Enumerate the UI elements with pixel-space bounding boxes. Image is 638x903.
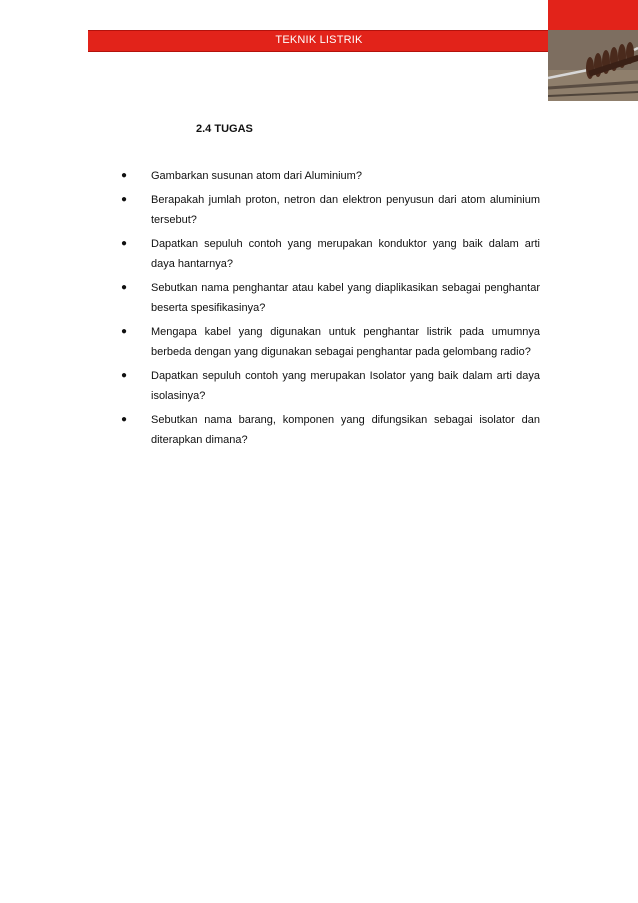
task-text: Dapatkan sepuluh contoh yang merupakan Isolator yang baik dalam arti daya isolasinya? bbox=[151, 369, 540, 402]
bullet-icon: ● bbox=[121, 193, 128, 205]
section-heading: 2.4 TUGAS bbox=[196, 123, 253, 135]
insulator-photo bbox=[548, 30, 638, 101]
bullet-icon: ● bbox=[121, 281, 128, 293]
task-item bbox=[112, 190, 540, 231]
bullet-icon: ● bbox=[121, 237, 128, 249]
bullet-icon: ● bbox=[121, 369, 128, 381]
task-item bbox=[112, 366, 540, 407]
task-list bbox=[112, 166, 540, 454]
task-text: Berapakah jumlah proton, netron dan elektron penyusun dari atom aluminium tersebut? bbox=[151, 193, 540, 226]
header-title: TEKNIK LISTRIK bbox=[275, 34, 363, 46]
task-item bbox=[112, 410, 540, 451]
task-text: Gambarkan susunan atom dari Aluminium? bbox=[151, 170, 362, 182]
task-item bbox=[112, 278, 540, 319]
task-text: Sebutkan nama barang, komponen yang difungsikan sebagai isolator dan diterapkan dimana? bbox=[151, 413, 540, 446]
task-item bbox=[112, 166, 540, 187]
task-text: Mengapa kabel yang digunakan untuk penghantar listrik pada umumnya berbeda dengan yang digunakan sebagai penghantar pada gelombang radio? bbox=[151, 325, 540, 358]
task-item bbox=[112, 322, 540, 363]
header-accent-block bbox=[548, 0, 638, 30]
task-text: Sebutkan nama penghantar atau kabel yang diaplikasikan sebagai penghantar beserta spesifikasinya? bbox=[151, 281, 540, 314]
insulator-cable-icon bbox=[548, 30, 638, 101]
bullet-icon: ● bbox=[121, 325, 128, 337]
header-bar bbox=[88, 30, 550, 52]
bullet-icon: ● bbox=[121, 413, 128, 425]
task-text: Dapatkan sepuluh contoh yang merupakan konduktor yang baik dalam arti daya hantarnya? bbox=[151, 237, 540, 270]
bullet-icon: ● bbox=[121, 170, 128, 181]
task-item bbox=[112, 234, 540, 275]
